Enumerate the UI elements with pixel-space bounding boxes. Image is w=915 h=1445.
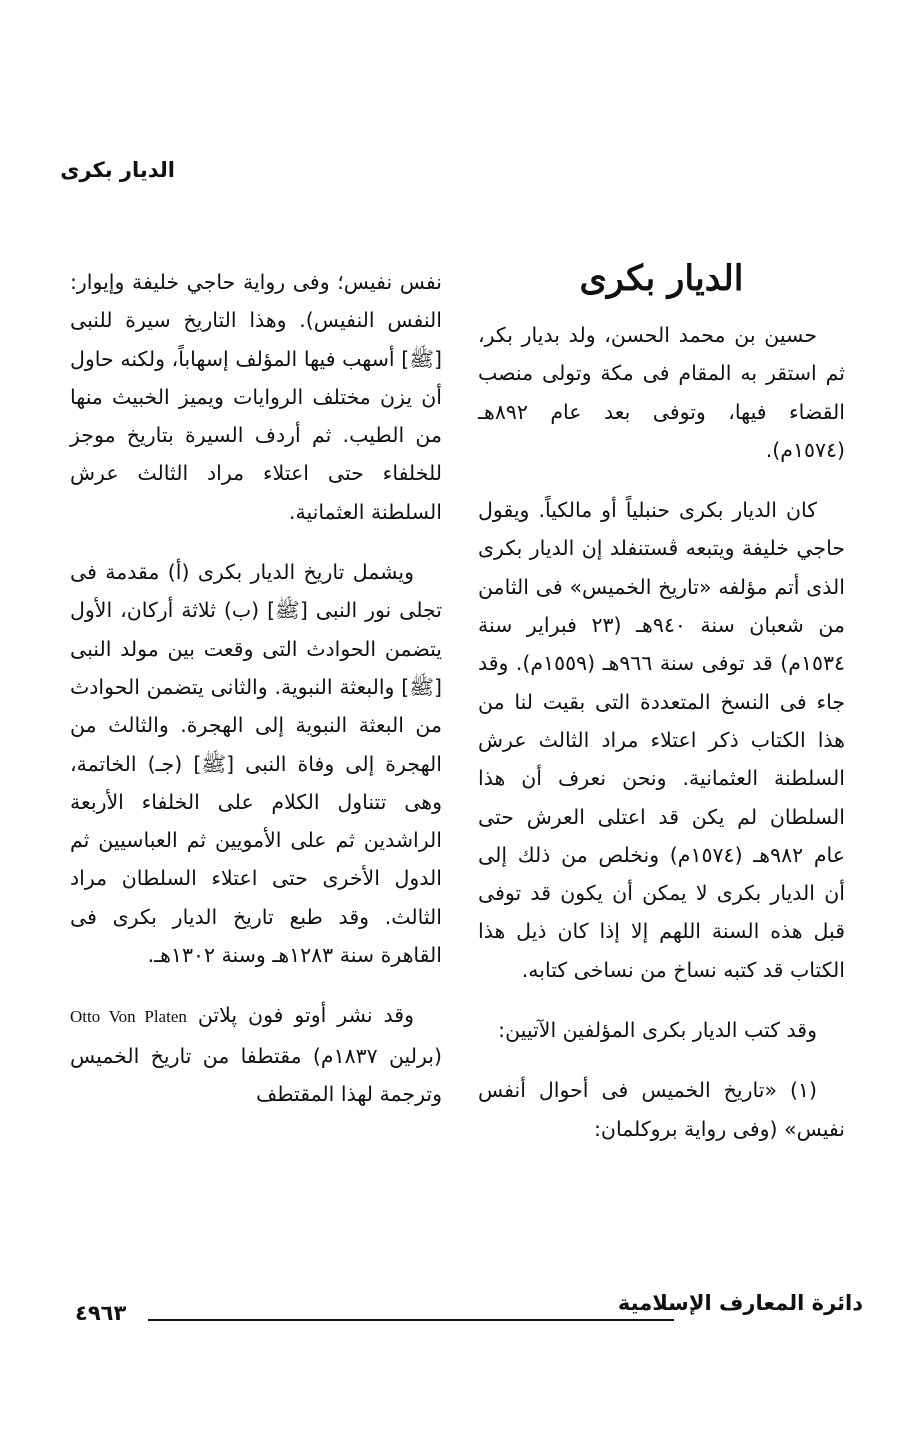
body-paragraph-5: ويشمل تاريخ الديار بكرى (أ) مقدمة فى تجلى نور النبى [ﷺ] (ب) ثلاثة أركان، الأول يتضمن الحوادث التى وقعت بين مولد النبى [ﷺ] والبعثة النبوية. والثانى يتضمن الحوادث من البعثة النبوية إلى الهجرة. والثالث من الهجرة إلى وفاة النبى [ﷺ] (جـ) الخاتمة، وهى تتناول الكلام على الخلفاء الأربعة الراشدين ثم على الأمويين ثم العباسيين ثم الدول الأخرى حتى اعتلاء السلطان مراد الثالث. وقد طبع تاريخ الديار بكرى فى القاهرة سنة ١٢٨٣هـ وسنة ١٣٠٢هـ. (70, 560, 442, 968)
page-number: ٤٩٦٣ (75, 1301, 127, 1325)
body-paragraph-6 (70, 996, 442, 1113)
body-paragraph-3: (١) «تاريخ الخميس فى أحوال أنفس نفيس» (وفى رواية بروكلمان: (478, 1078, 845, 1141)
intro-paragraph: حسين بن محمد الحسن، ولد بديار بكر، ثم استقر به المقام فى مكة وتولى منصب القضاء فيها، وتوفى بعد عام ٨٩٢هـ (١٥٧٤م). (478, 323, 845, 462)
latin-name: Otto Von Platen (70, 1007, 187, 1027)
footer-title: دائرة المعارف الإسلامية (617, 1291, 863, 1315)
body-paragraph-4: نفس نفيس؛ وفى رواية حاجي خليفة وإيوار: النفس النفيس). وهذا التاريخ سيرة للنبى [ﷺ] أسهب فيها المؤلف إسهاباً، ولكنه حاول أن يزن مختلف الروايات ويميز الخبيث منها من الطيب. ثم أردف السيرة بتاريخ موجز للخلفاء حتى اعتلاء مراد الثالث عرش السلطنة العثمانية. (70, 270, 442, 524)
body-paragraph-6-end: (برلين ١٨٣٧م) مقتطفا من تاريخ الخميس وترجمة لهذا المقتطف (70, 1043, 442, 1106)
body-paragraph-6-start: وقد نشر أوتو فون پلاتن (197, 1003, 414, 1028)
article-title: الديار بكرى (579, 258, 744, 299)
right-column (478, 250, 845, 1170)
left-column (70, 263, 442, 1135)
body-paragraph-1: كان الديار بكرى حنبلياً أو مالكياً. ويقول حاجي خليفة ويتبعه ڤستنفلد إن الديار بكرى الذى أتم مؤلفه «تاريخ الخميس» فى الثامن من شعبان سنة ٩٤٠هـ (٢٣ فبراير سنة ١٥٣٤م) قد توفى سنة ٩٦٦هـ (١٥٥٩م). وقد جاء فى النسخ المتعددة التى بقيت لنا من هذا الكتاب ذكر اعتلاء مراد الثالث عرش السلطنة العثمانية. ونحن نعرف أن هذا السلطان لم يكن قد اعتلى العرش حتى عام ٩٨٢هـ (١٥٧٤م) ونخلص من ذلك إلى أن الديار بكرى لا يمكن أن يكون قد توفى قبل هذه السنة اللهم إلا إذا كان ذيل هذا الكتاب قد كتبه نساخ من نساخى كتابه. (478, 498, 845, 982)
body-paragraph-2: وقد كتب الديار بكرى المؤلفين الآتيين: (498, 1018, 817, 1043)
footer-divider (148, 1319, 674, 1321)
running-head: الديار بكرى (60, 158, 175, 182)
